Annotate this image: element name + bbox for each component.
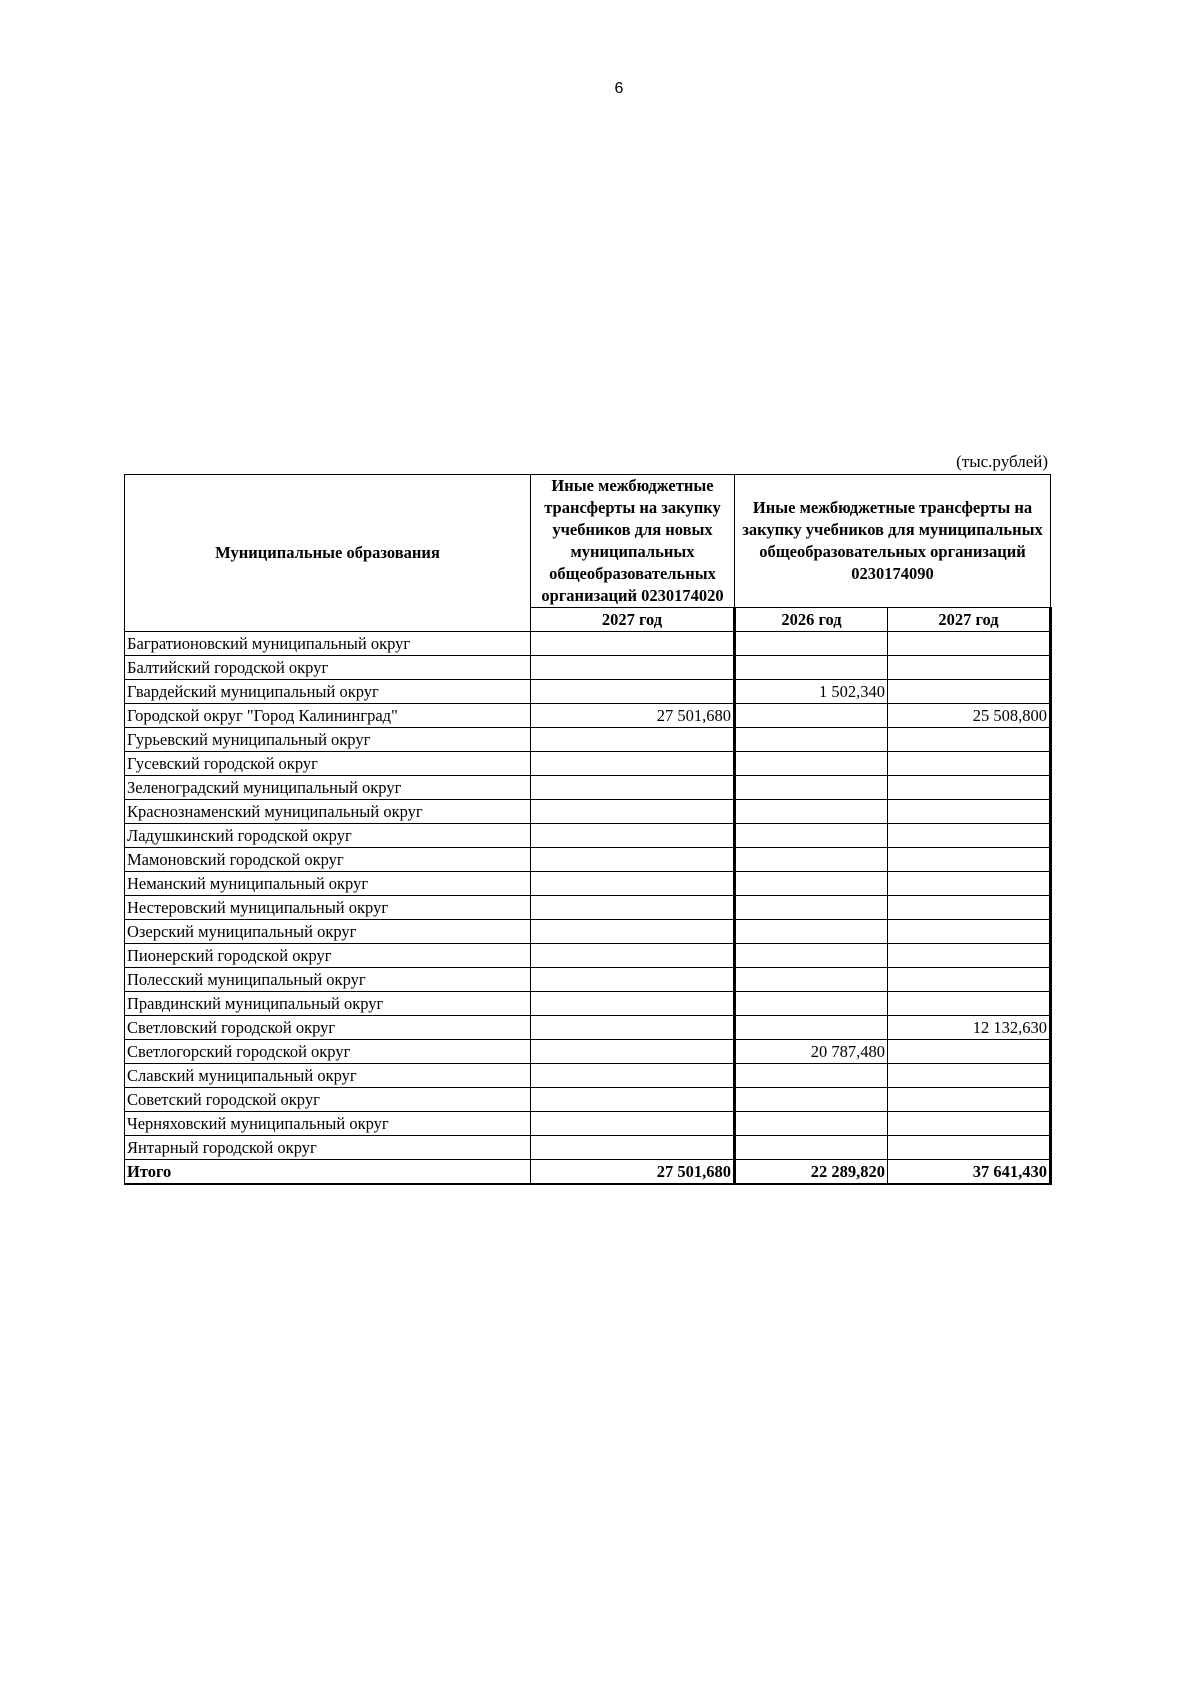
value-2027 (888, 680, 1051, 704)
table-row (125, 800, 1051, 824)
header-year: 2027 год (531, 608, 735, 632)
municipality-name: Гурьевский муниципальный округ (125, 728, 531, 752)
table-row (125, 1064, 1051, 1088)
municipality-name: Пионерский городской округ (125, 944, 531, 968)
value-2027-new (531, 968, 735, 992)
value-2027-new (531, 896, 735, 920)
table-row (125, 656, 1051, 680)
value-2026 (735, 872, 888, 896)
value-2027-new (531, 872, 735, 896)
value-2026 (735, 752, 888, 776)
value-2026 (735, 704, 888, 728)
value-2027-new (531, 848, 735, 872)
value-2027-new (531, 776, 735, 800)
value-2026 (735, 656, 888, 680)
municipality-name: Мамоновский городской округ (125, 848, 531, 872)
table-row (125, 944, 1051, 968)
value-2027 (888, 968, 1051, 992)
header-year: 2026 год (735, 608, 888, 632)
value-2026 (735, 1064, 888, 1088)
value-2027 (888, 776, 1051, 800)
value-2026 (735, 944, 888, 968)
value-2026 (735, 992, 888, 1016)
value-2027-new (531, 728, 735, 752)
table-row (125, 632, 1051, 656)
value-2027: 37 641,430 (888, 1160, 1051, 1185)
header-municipalities: Муниципальные образования (125, 475, 531, 632)
municipality-name: Неманский муниципальный округ (125, 872, 531, 896)
value-2026: 22 289,820 (735, 1160, 888, 1185)
table-row (125, 704, 1051, 728)
value-2027-new (531, 800, 735, 824)
municipality-name: Краснознаменский муниципальный округ (125, 800, 531, 824)
municipality-name: Гвардейский муниципальный округ (125, 680, 531, 704)
transfers-table (124, 474, 1052, 1185)
value-2027: 12 132,630 (888, 1016, 1051, 1040)
table-row (125, 1088, 1051, 1112)
value-2027-new (531, 824, 735, 848)
value-2026 (735, 1088, 888, 1112)
value-2027 (888, 896, 1051, 920)
value-2027 (888, 1112, 1051, 1136)
page-number: 6 (614, 80, 624, 97)
value-2026 (735, 776, 888, 800)
value-2027 (888, 920, 1051, 944)
total-row (125, 1160, 1051, 1185)
value-2027-new (531, 1088, 735, 1112)
municipality-name: Итого (125, 1160, 531, 1185)
table-row (125, 728, 1051, 752)
value-2026 (735, 1112, 888, 1136)
table-body (125, 632, 1051, 1185)
table-row (125, 920, 1051, 944)
value-2027-new (531, 1064, 735, 1088)
table-row (125, 776, 1051, 800)
value-2026 (735, 824, 888, 848)
value-2027: 25 508,800 (888, 704, 1051, 728)
value-2027-new (531, 1040, 735, 1064)
value-2027-new (531, 680, 735, 704)
header-existing-organizations: Иные межбюджетные трансферты на закупку учебников для муниципальных общеобразовательных организаций 0230174090 (735, 475, 1051, 608)
value-2027 (888, 848, 1051, 872)
table-row (125, 1136, 1051, 1160)
header-year: 2027 год (888, 608, 1051, 632)
value-2027 (888, 1040, 1051, 1064)
value-2027 (888, 944, 1051, 968)
municipality-name: Янтарный городской округ (125, 1136, 531, 1160)
table-row (125, 1016, 1051, 1040)
municipality-name: Ладушкинский городской округ (125, 824, 531, 848)
value-2027 (888, 656, 1051, 680)
value-2027 (888, 728, 1051, 752)
header-new-organizations: Иные межбюджетные трансферты на закупку учебников для новых муниципальных общеобразовательных организаций 0230174020 (531, 475, 735, 608)
value-2026 (735, 800, 888, 824)
value-2027-new (531, 1016, 735, 1040)
municipality-name: Гусевский городской округ (125, 752, 531, 776)
table-row (125, 872, 1051, 896)
value-2027-new (531, 944, 735, 968)
value-2027 (888, 752, 1051, 776)
table-row (125, 896, 1051, 920)
value-2027-new: 27 501,680 (531, 704, 735, 728)
municipality-name: Зеленоградский муниципальный округ (125, 776, 531, 800)
table-row (125, 752, 1051, 776)
value-2026 (735, 632, 888, 656)
table-row (125, 680, 1051, 704)
value-2027 (888, 872, 1051, 896)
value-2026 (735, 920, 888, 944)
value-2027 (888, 800, 1051, 824)
value-2027-new (531, 1112, 735, 1136)
table-row (125, 1112, 1051, 1136)
value-2026 (735, 896, 888, 920)
value-2027 (888, 1064, 1051, 1088)
value-2027-new (531, 992, 735, 1016)
value-2026 (735, 848, 888, 872)
value-2027-new (531, 656, 735, 680)
table-row (125, 992, 1051, 1016)
table-row (125, 968, 1051, 992)
municipality-name: Светлогорский городской округ (125, 1040, 531, 1064)
value-2027 (888, 632, 1051, 656)
value-2027-new (531, 1136, 735, 1160)
table-row (125, 848, 1051, 872)
municipality-name: Багратионовский муниципальный округ (125, 632, 531, 656)
value-2026 (735, 1016, 888, 1040)
value-2026: 20 787,480 (735, 1040, 888, 1064)
table-row (125, 1040, 1051, 1064)
municipality-name: Полесский муниципальный округ (125, 968, 531, 992)
municipality-name: Черняховский муниципальный округ (125, 1112, 531, 1136)
value-2027-new (531, 920, 735, 944)
municipality-name: Советский городской округ (125, 1088, 531, 1112)
municipality-name: Славский муниципальный округ (125, 1064, 531, 1088)
value-2027 (888, 1088, 1051, 1112)
municipality-name: Озерский муниципальный округ (125, 920, 531, 944)
value-2026 (735, 968, 888, 992)
value-2027-new: 27 501,680 (531, 1160, 735, 1185)
value-2027 (888, 1136, 1051, 1160)
municipality-name: Светловский городской округ (125, 1016, 531, 1040)
value-2027 (888, 824, 1051, 848)
municipality-name: Городской округ "Город Калининград" (125, 704, 531, 728)
value-2026 (735, 728, 888, 752)
table-row (125, 824, 1051, 848)
municipality-name: Правдинский муниципальный округ (125, 992, 531, 1016)
value-2026: 1 502,340 (735, 680, 888, 704)
municipality-name: Нестеровский муниципальный округ (125, 896, 531, 920)
value-2027-new (531, 632, 735, 656)
value-2026 (735, 1136, 888, 1160)
municipality-name: Балтийский городской округ (125, 656, 531, 680)
value-2027 (888, 992, 1051, 1016)
units-label: (тыс.рублей) (956, 452, 1048, 471)
value-2027-new (531, 752, 735, 776)
